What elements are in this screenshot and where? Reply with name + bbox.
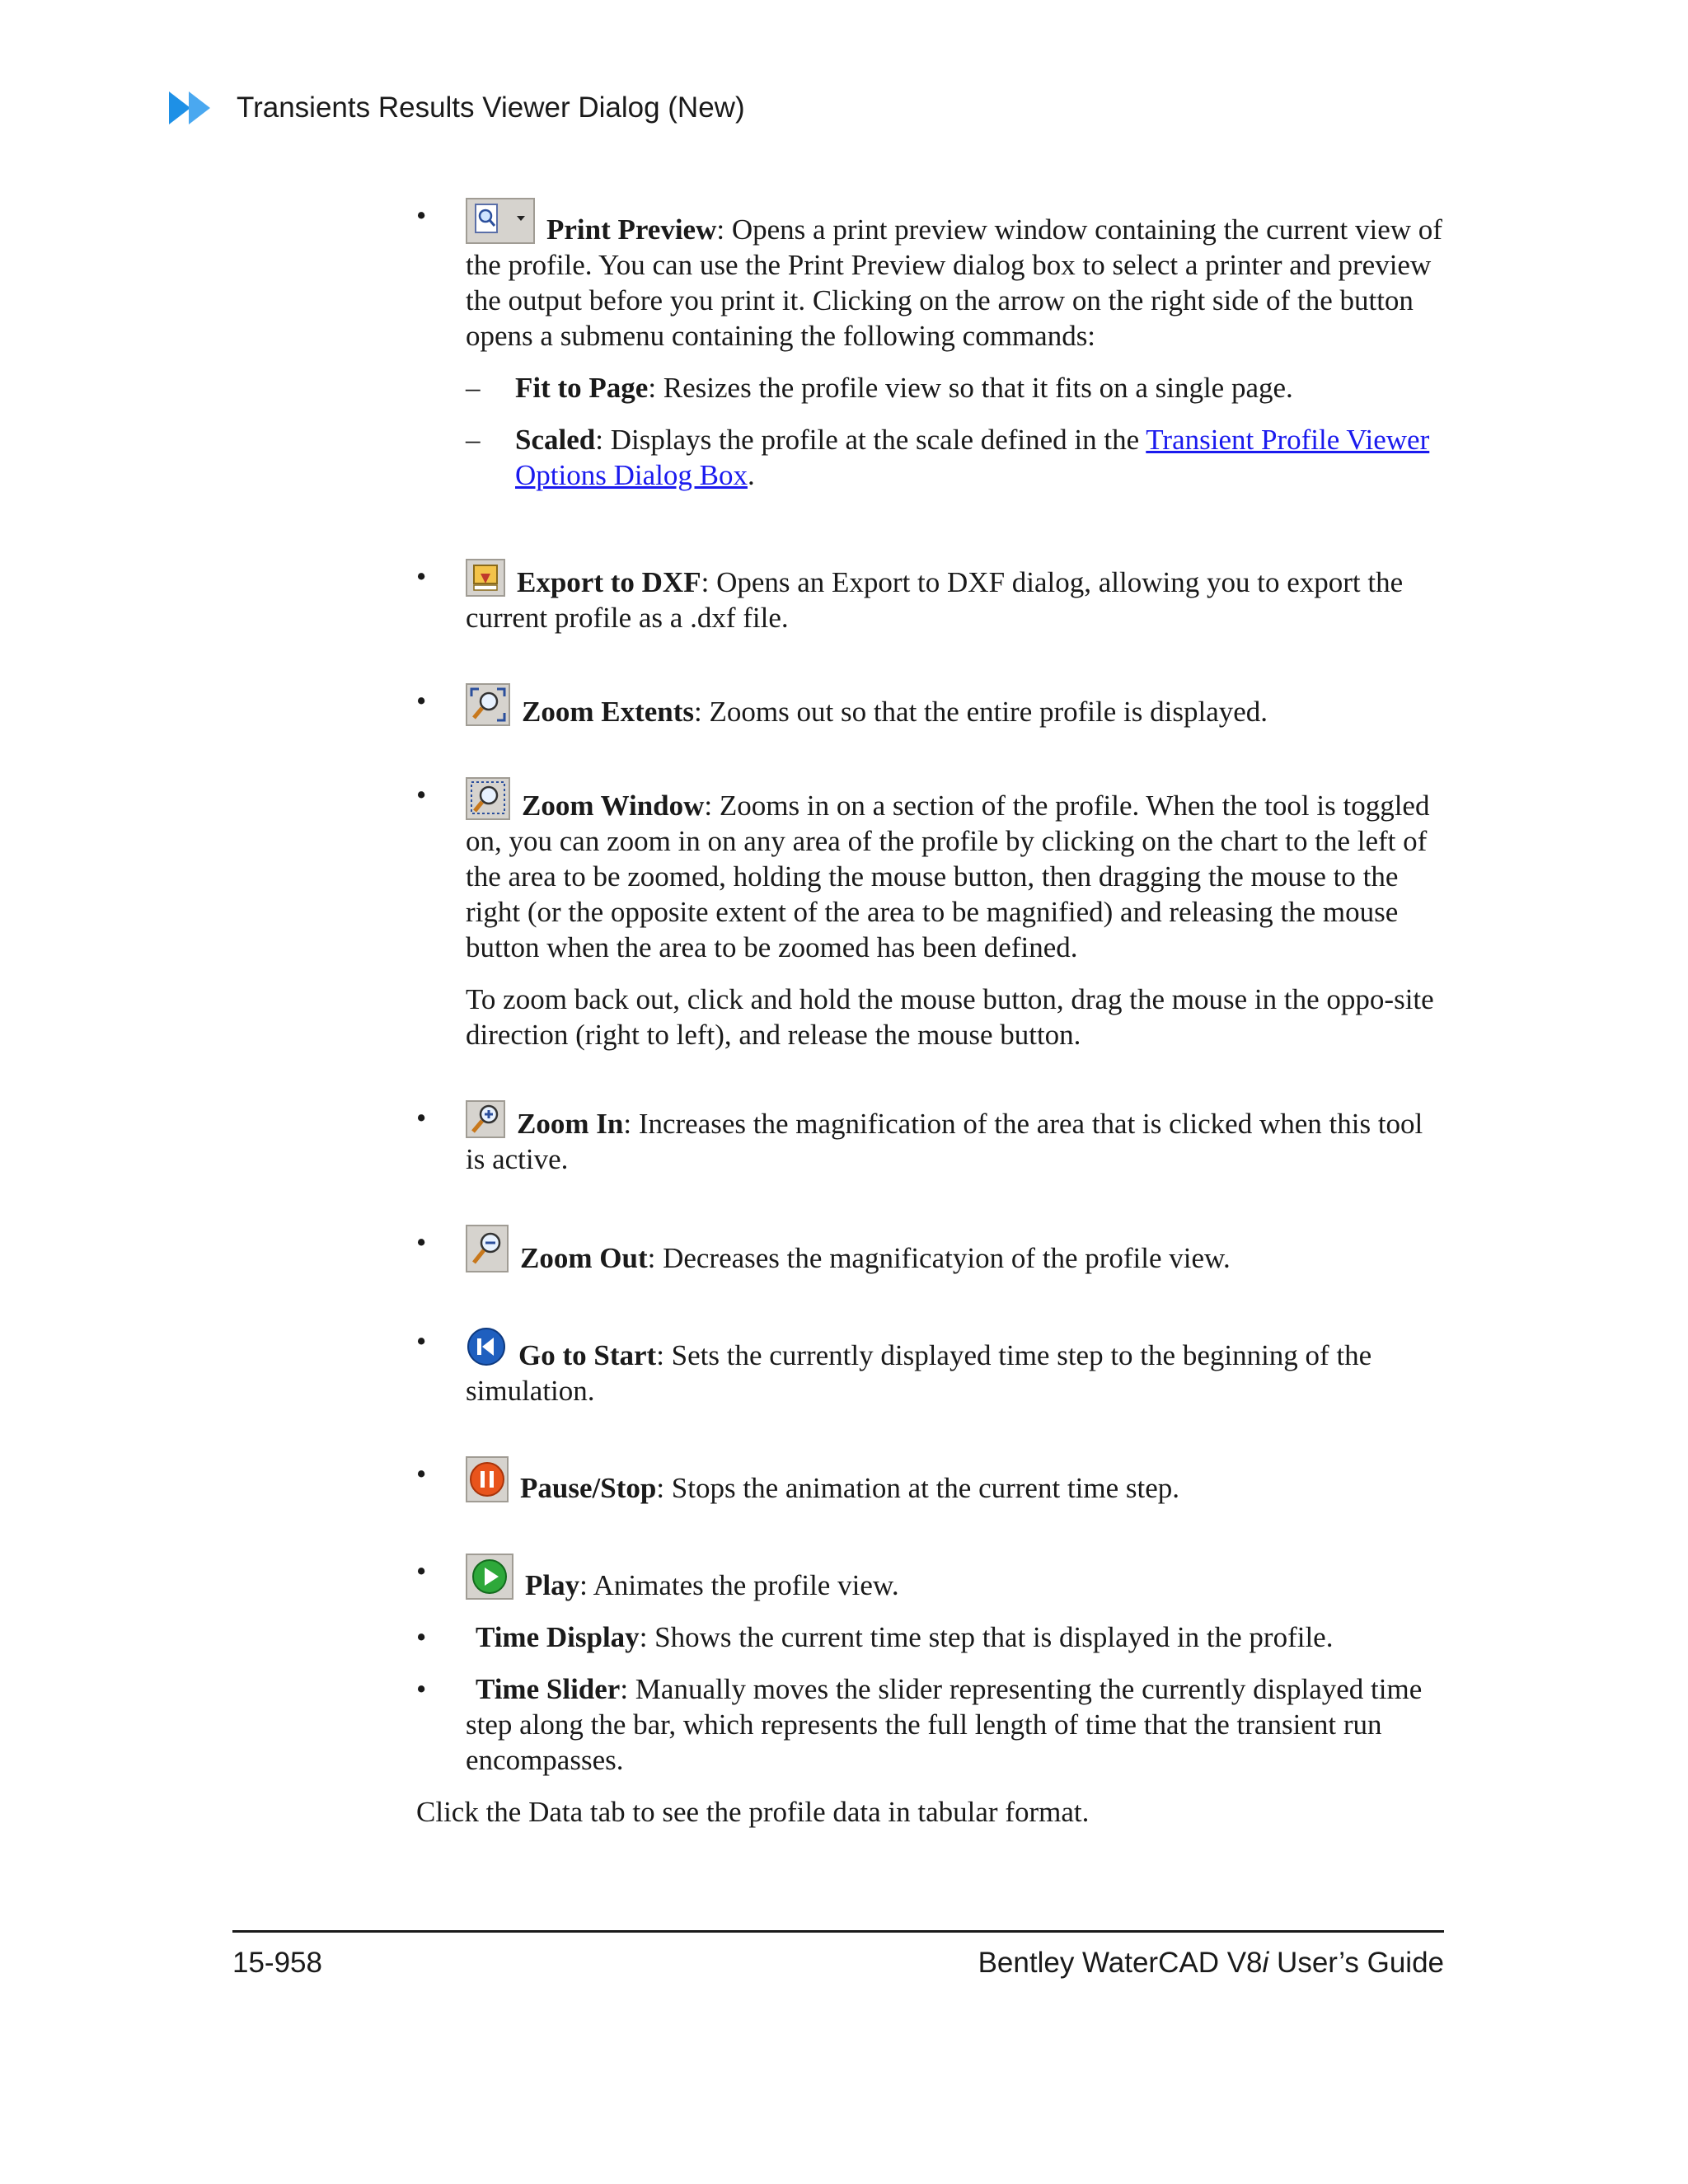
subitem-text: : Displays the profile at the scale defined in the — [595, 424, 1146, 456]
guide-title-post: User’s Guide — [1268, 1947, 1444, 1979]
bullet-zoom-window — [416, 777, 1447, 1052]
bullet-play — [416, 1554, 1447, 1603]
double-arrow-icon — [169, 90, 220, 126]
zoom-in-icon — [466, 1100, 505, 1138]
bullet-go-to-start — [416, 1324, 1447, 1408]
item-label: Play — [525, 1569, 580, 1601]
footer-page-number: 15-958 — [232, 1947, 322, 1979]
item-text: : Sets the currently displayed time step to the beginning of the simulation. — [466, 1339, 1372, 1407]
bullet-marker: • — [416, 1621, 427, 1653]
bullet-marker: • — [416, 1673, 427, 1705]
item-text: : Stops the animation at the current time step. — [656, 1472, 1180, 1504]
item-label: Print Preview — [546, 213, 717, 246]
dash-marker: – — [466, 424, 481, 456]
play-icon — [466, 1554, 513, 1600]
bullet-marker: • — [416, 779, 427, 811]
item-text: : Opens a print preview window containing the current view of the profile. You can use the Print Preview dialog box to select a printer and preview the output before you print it. Clicking on the arrow on the right side of the button opens a submenu containing the following commands: — [466, 213, 1442, 352]
bullet-zoom-out — [416, 1225, 1447, 1276]
footer-rule — [232, 1930, 1444, 1933]
subitem-scaled — [466, 422, 1447, 493]
item-label: Pause/Stop — [520, 1472, 657, 1504]
header-title: Transients Results Viewer Dialog (New) — [237, 91, 745, 124]
go-to-start-icon — [466, 1324, 507, 1370]
bullet-export-dxf — [416, 559, 1447, 635]
closing-note: Click the Data tab to see the profile data in tabular format. — [416, 1796, 1090, 1828]
bullet-pause-stop — [416, 1456, 1447, 1506]
bullet-time-display — [416, 1619, 1447, 1655]
bullet-time-slider — [416, 1671, 1447, 1778]
bullet-marker: • — [416, 1325, 427, 1357]
bullet-marker: • — [416, 1555, 427, 1587]
item-text: : Manually moves the slider representing the currently displayed time step along the bar, which represents the full length of time that the transient run encompasses. — [466, 1673, 1423, 1776]
pause-stop-icon — [466, 1456, 509, 1502]
subitem-tail: . — [747, 459, 755, 491]
bullet-zoom-in — [416, 1100, 1447, 1177]
item-label: Zoom Extents — [522, 696, 695, 728]
bullet-marker: • — [416, 560, 427, 593]
zoom-out-icon — [466, 1225, 509, 1272]
subitem-label: Fit to Page — [515, 372, 649, 404]
item-text: : Increases the magnification of the area that is clicked when this tool is active. — [466, 1108, 1423, 1175]
item-label: Time Slider — [476, 1673, 621, 1705]
footer-guide-title — [978, 1947, 1444, 1980]
guide-title-pre: Bentley WaterCAD V8 — [978, 1947, 1263, 1979]
item-text: : Opens an Export to DXF dialog, allowing you to export the current profile as a .dxf file. — [466, 566, 1404, 634]
bullet-marker: • — [416, 685, 427, 717]
item-text: : Shows the current time step that is displayed in the profile. — [639, 1621, 1334, 1653]
item-label: Time Display — [476, 1621, 640, 1653]
dash-marker: – — [466, 372, 481, 404]
item-text: : Zooms in on a section of the profile. When the tool is toggled on, you can zoom in on any area of the profile by clicking on the chart to the left of the area to be zoomed, holding the mouse button, then dragging the mouse to the right (or the opposite extent of the area to be magnified) and releasing the mouse button when the area to be zoomed has been defined. — [466, 790, 1430, 963]
bullet-zoom-extents — [416, 683, 1447, 729]
bullet-marker: • — [416, 1102, 427, 1134]
guide-title-italic: i — [1262, 1947, 1269, 1979]
item-label: Zoom Window — [522, 790, 705, 822]
item-text: : Zooms out so that the entire profile is displayed. — [694, 696, 1268, 728]
bullet-marker: • — [416, 199, 427, 232]
subitem-label: Scaled — [515, 424, 596, 456]
export-dxf-icon — [466, 559, 505, 597]
item-label: Go to Start — [518, 1339, 657, 1371]
item-text: : Animates the profile view. — [579, 1569, 899, 1601]
item-label: Export to DXF — [517, 566, 701, 598]
options-dialog-link[interactable]: Transient Profile Viewer Options Dialog Box — [515, 424, 1430, 491]
bullet-print-preview — [416, 198, 1447, 493]
bullet-marker: • — [416, 1226, 427, 1258]
page-header — [169, 89, 745, 127]
item-text: : Decreases the magnificatyion of the profile view. — [647, 1242, 1231, 1274]
zoom-extents-icon — [466, 683, 510, 726]
subitem-text: : Resizes the profile view so that it fits on a single page. — [648, 372, 1293, 404]
content — [416, 198, 1447, 1830]
item-label: Zoom Out — [520, 1242, 648, 1274]
zoom-window-icon — [466, 777, 510, 820]
item-paragraph: To zoom back out, click and hold the mouse button, drag the mouse in the oppo-site direction (right to left), and release the mouse button. — [466, 983, 1434, 1051]
print-preview-icon — [466, 198, 535, 244]
bullet-marker: • — [416, 1458, 427, 1490]
item-label: Zoom In — [517, 1108, 624, 1140]
subitem-fit-to-page — [466, 370, 1447, 405]
